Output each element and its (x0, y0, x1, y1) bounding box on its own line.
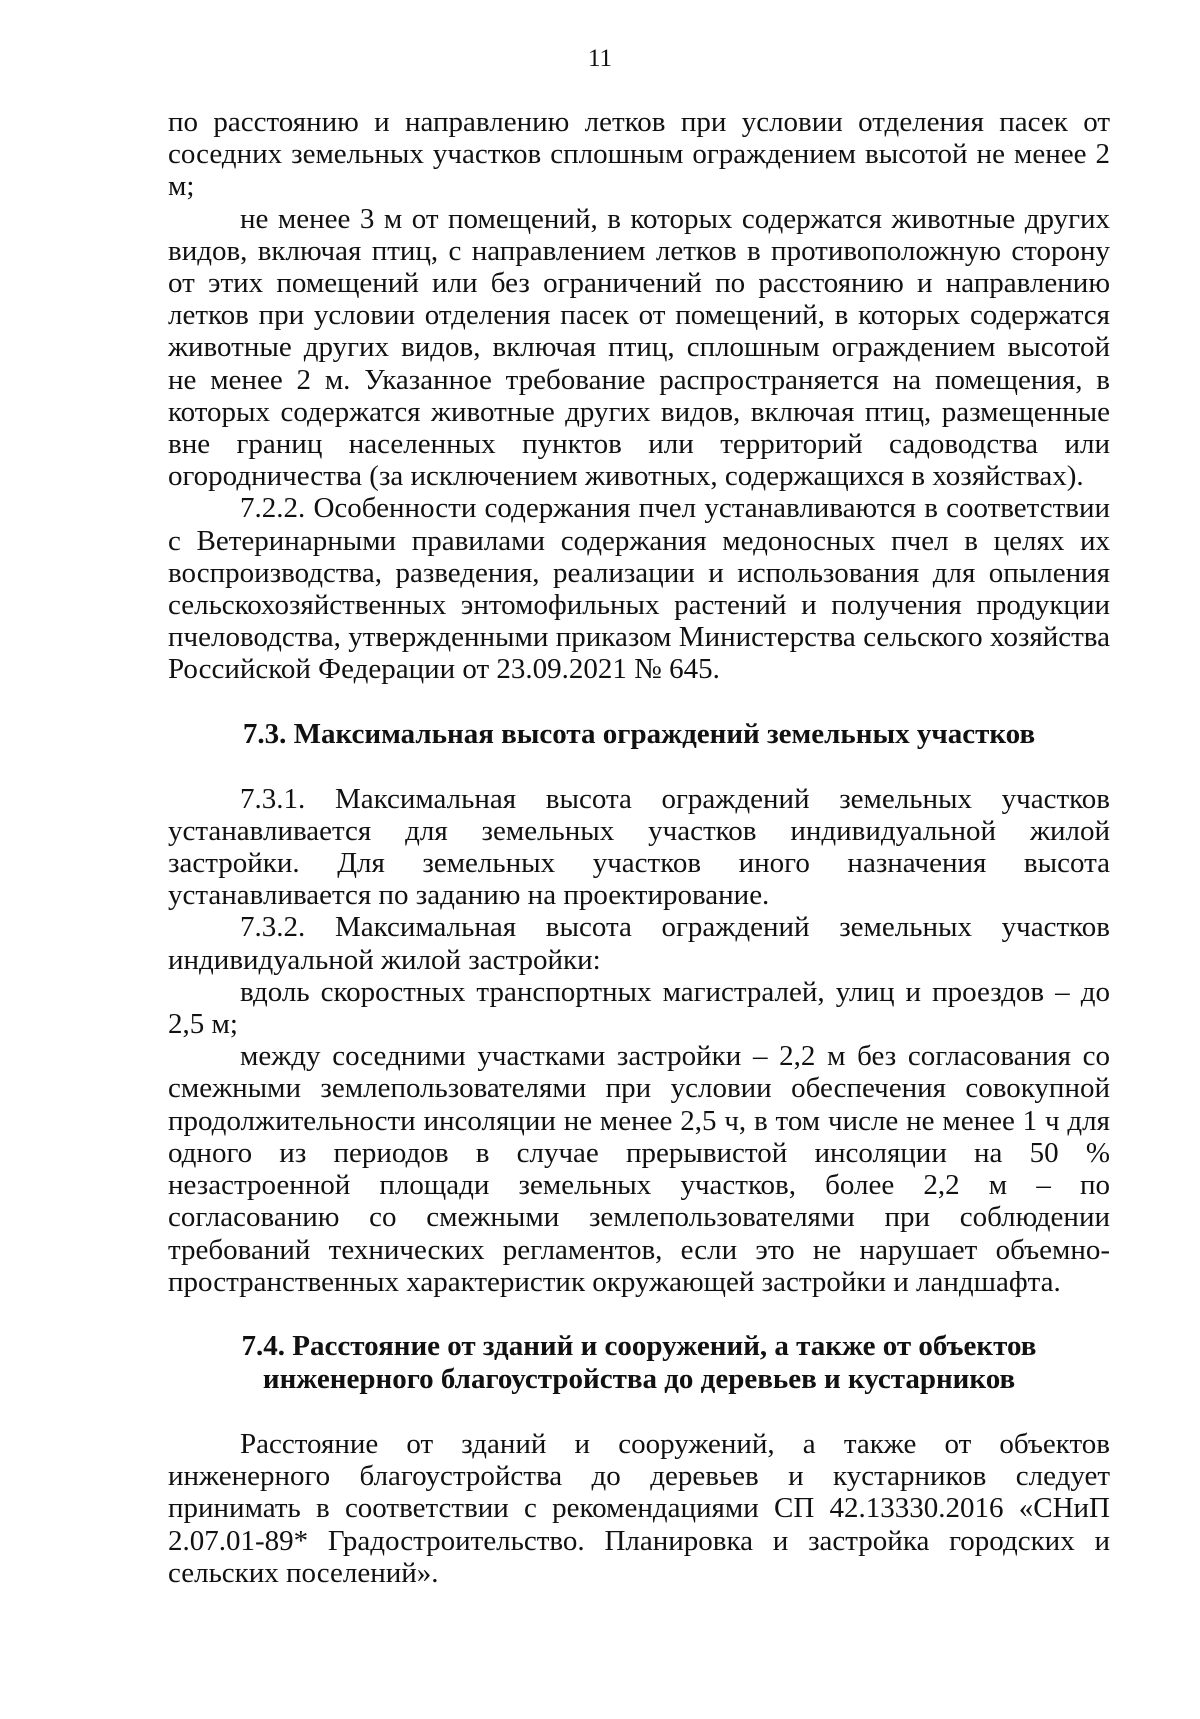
paragraph: Расстояние от зданий и сооружений, а также от объектов инженерного благоустройства до деревьев и кустарников следует принимать в соответствии с рекомендациями СП 42.13330.2016 «СНиП 2.07.01-89* Градостроительство. Планировка и застройка городских и сельских поселений». (168, 1427, 1110, 1589)
paragraph: 7.3.2. Максимальная высота ограждений земельных участков индивидуальной жилой застройки: (168, 911, 1110, 976)
paragraph: 7.2.2. Особенности содержания пчел устанавливаются в соответствии с Ветеринарными правилами содержания медоносных пчел в целях их воспроизводства, разведения, реализации и использования для опыления сельскохозяйственных энтомофильных растений и получения продукции пчеловодства, утвержденными приказом Министерства сельского хозяйства Российской Федерации от 23.09.2021 № 645. (168, 492, 1110, 686)
section-heading-7-4-line1: 7.4. Расстояние от зданий и сооружений, а также от объектов (241, 1329, 1037, 1362)
section-heading-7-4-line2: инженерного благоустройства до деревьев и кустарников (262, 1362, 1016, 1395)
paragraph: 7.3.1. Максимальная высота ограждений земельных участков устанавливается для земельных участков индивидуальной жилой застройки. Для земельных участков иного назначения высота устанавливается по заданию на проектирование. (168, 782, 1110, 912)
section-heading-7-3: 7.3. Максимальная высота ограждений земельных участков (242, 717, 1036, 750)
page-number: 11 (587, 45, 613, 72)
paragraph: вдоль скоростных транспортных магистралей, улиц и проездов – до 2,5 м; (168, 975, 1110, 1041)
section-heading-7-4 (168, 1330, 1110, 1396)
document-body (168, 106, 1110, 1589)
paragraph: не менее 3 м от помещений, в которых содержатся животные других видов, включая птиц, с направлением летков в противоположную сторону от этих помещений или без ограничений по расстоянию и направлению летков при условии отделения пасек от помещений, в которых содержатся животные других видов, включая птиц, сплошным ограждением высотой не менее 2 м. Указанное требование распространяется на помещения, в которых содержатся животные других видов, включая птиц, размещенные вне границ населенных пунктов или территорий садоводства или огородничества (за исключением животных, содержащихся в хозяйствах). (168, 202, 1110, 493)
paragraph: между соседними участками застройки – 2,2 м без согласования со смежными землепользователями при условии обеспечения совокупной продолжительности инсоляции не менее 2,5 ч, в том числе не менее 1 ч для одного из периодов в случае прерывистой инсоляции на 50 % незастроенной площади земельных участков, более 2,2 м – по согласованию со смежными землепользователями при соблюдении требований технических регламентов, если это не нарушает объемно-пространственных характеристик окружающей застройки и ландшафта. (168, 1040, 1110, 1298)
paragraph: по расстоянию и направлению летков при условии отделения пасек от соседних земельных участков сплошным ограждением высотой не менее 2 м; (168, 106, 1110, 203)
